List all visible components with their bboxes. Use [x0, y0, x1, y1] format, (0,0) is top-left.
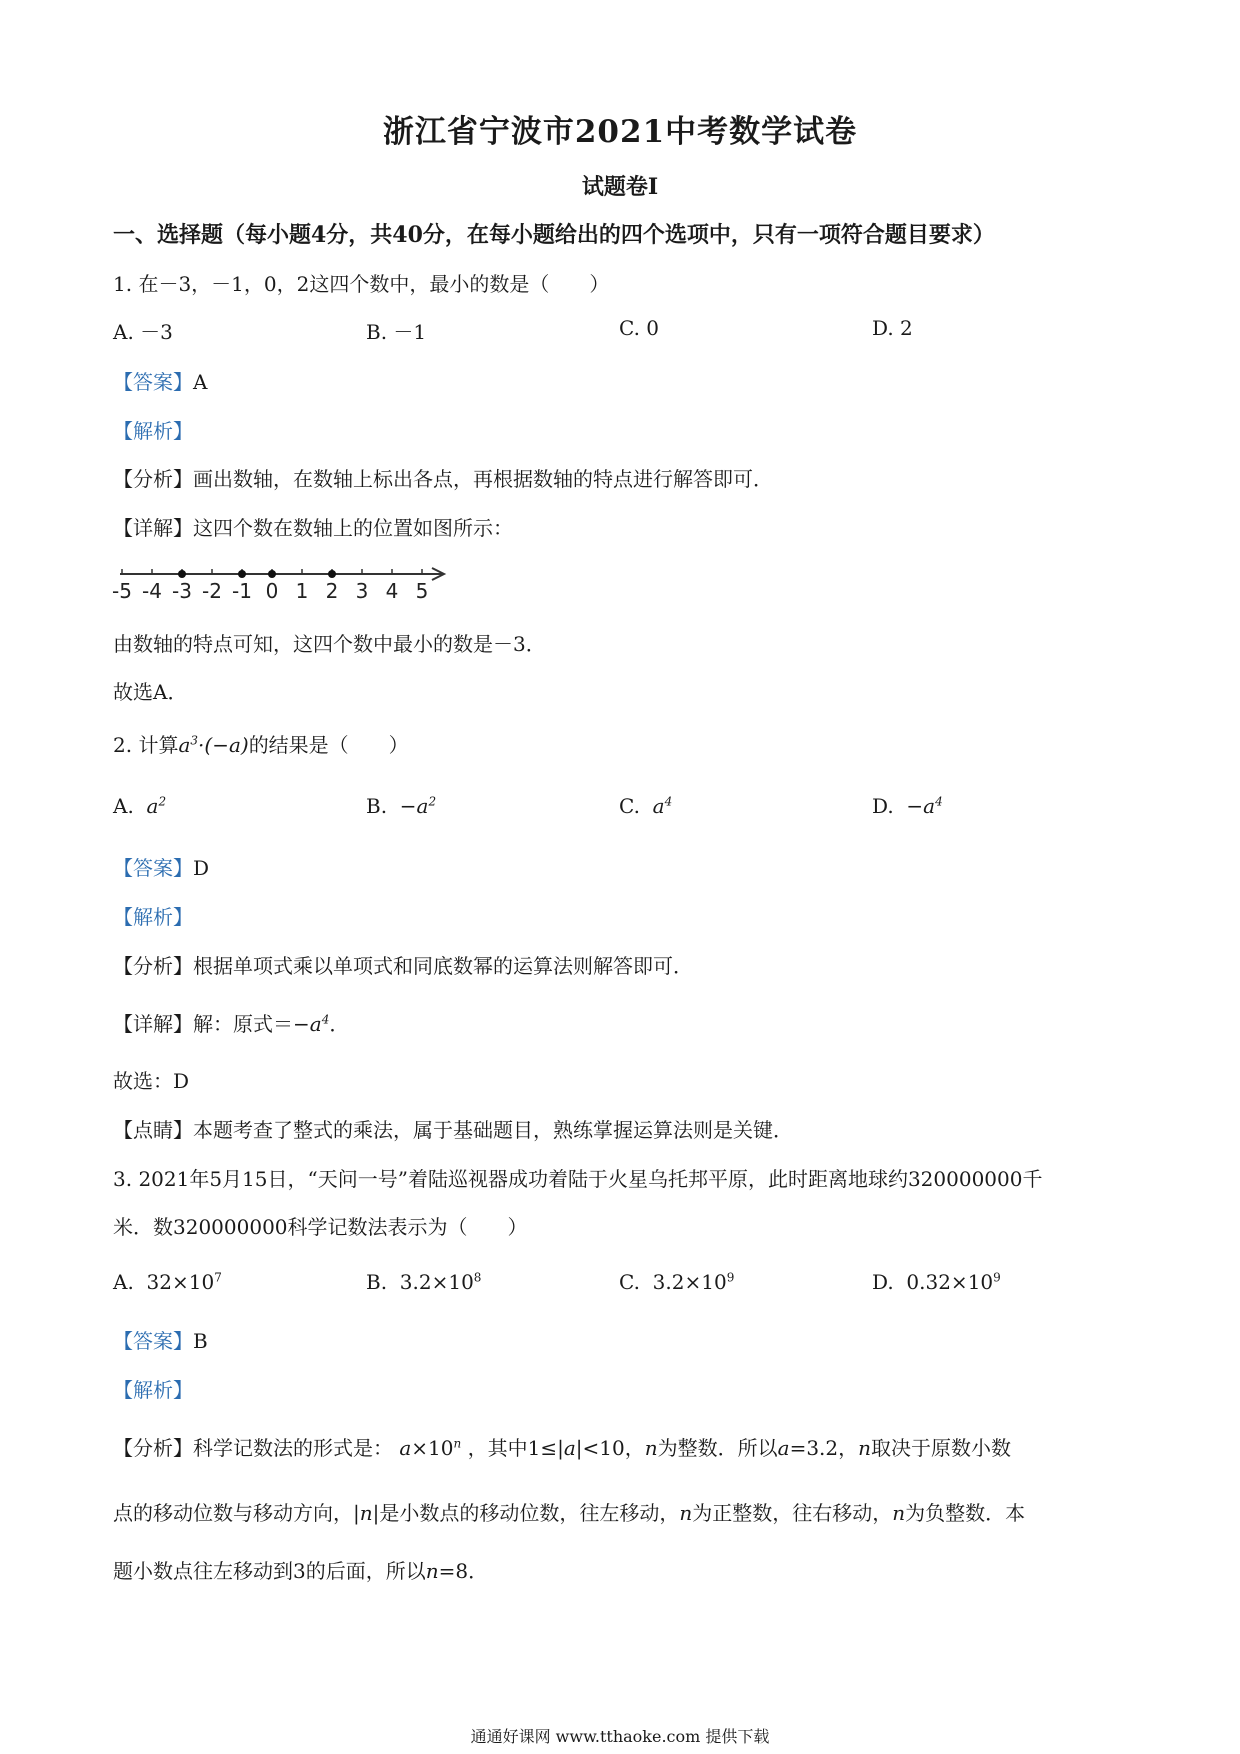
number-line-label: -3	[172, 579, 192, 603]
page-footer: 通通好课网 www.tthaoke.com 提供下载	[470, 1727, 770, 1746]
number-line-label: -1	[232, 579, 252, 603]
number-line-point	[328, 570, 336, 578]
number-line-point	[238, 570, 246, 578]
q1-conclusion: 由数轴的特点可知，这四个数中最小的数是－3．	[113, 632, 546, 656]
q3-option-d: D. $0.32\times 10^9$	[872, 1270, 1001, 1294]
fenxi-tag: 【分析】	[113, 1436, 193, 1460]
page-title: 浙江省宁波市2021中考数学试卷	[382, 114, 858, 150]
fenxi-tag: 【分析】	[113, 954, 193, 978]
q1-option-d: D. 2	[872, 316, 913, 340]
q1-stem: 1. 在－3，－1，0，2这四个数中，最小的数是（ ）	[113, 272, 610, 296]
number-line-point	[268, 570, 276, 578]
q1-jiexi: 【解析】	[113, 419, 193, 443]
q2-expression: $a^3\cdot(-a)$	[178, 733, 249, 757]
number-line-label: 2	[325, 579, 339, 603]
q3-fenxi-line1: 【分析】科学记数法的形式是： $a\times 10^n$ ，其中1≤|a|<10，n为整数．所以a=3.2，n取决于原数小数	[113, 1436, 1012, 1460]
q3-option-a: A. $32\times 10^7$	[113, 1270, 222, 1294]
q2-option-d: D. $-a^4$	[872, 794, 943, 818]
section-heading: 一、选择题（每小题4分，共40分，在每小题给出的四个选项中，只有一项符合题目要求）	[113, 222, 995, 248]
number-line-label: -2	[202, 579, 222, 603]
q2-choose: 故选：D	[113, 1069, 190, 1093]
q1-option-c: C. 0	[619, 316, 660, 340]
q3-stem-line2: 米．数320000000科学记数法表示为（ ）	[113, 1215, 528, 1239]
q3-fenxi-line2: 点的移动位数与移动方向，|n|是小数点的移动位数，往左移动，n为正整数，往右移动，n为负整数．本	[113, 1501, 1026, 1525]
number-line-label: 3	[355, 579, 369, 603]
number-line-label: 1	[295, 579, 309, 603]
q3-jiexi: 【解析】	[113, 1378, 193, 1402]
number-line-figure	[110, 560, 460, 608]
q1-option-b: B. －1	[366, 320, 427, 344]
q2-xiangjie: 【详解】解：原式$=-a^4$．	[113, 1012, 350, 1036]
q2-jiexi: 【解析】	[113, 905, 193, 929]
q3-option-c: C. $3.2\times 10^9$	[619, 1270, 735, 1294]
q3-stem-line1: 3. 2021年5月15日，“天问一号”着陆巡视器成功着陆于火星乌托邦平原，此时距离地球约320000000千	[113, 1167, 1043, 1191]
q2-dianjing-text: 本题考查了整式的乘法，属于基础题目，熟练掌握运算法则是关键．	[193, 1118, 793, 1142]
q2-answer-value: D	[193, 856, 210, 880]
q2-option-a: A. $a^2$	[113, 794, 167, 818]
number-line-point	[178, 570, 186, 578]
q1-answer	[113, 366, 207, 395]
xiangjie-tag: 【详解】	[113, 1012, 193, 1036]
q2-stem-suffix: 的结果是（ ）	[248, 733, 409, 757]
answer-tag: 【答案】	[113, 370, 193, 394]
fenxi-tag: 【分析】	[113, 467, 193, 491]
q3-answer	[113, 1325, 208, 1354]
q3-answer-value: B	[193, 1329, 208, 1353]
number-line-label: 5	[415, 579, 429, 603]
q2-fenxi	[113, 950, 693, 979]
q2-option-c: C. $a^4$	[619, 794, 673, 818]
q2-option-b: B. $-a^2$	[366, 794, 437, 818]
q2-xiangjie-text: 解：原式＝	[193, 1012, 293, 1036]
q2-answer	[113, 852, 209, 881]
q1-fenxi	[113, 463, 773, 492]
q3-fenxi-line3: 题小数点往左移动到3的后面，所以n=8．	[113, 1559, 489, 1583]
q1-fenxi-text: 画出数轴，在数轴上标出各点，再根据数轴的特点进行解答即可．	[193, 467, 773, 491]
q2-fenxi-text: 根据单项式乘以单项式和同底数幂的运算法则解答即可．	[193, 954, 693, 978]
q2-dianjing	[113, 1114, 793, 1143]
page-subtitle: 试题卷Ⅰ	[581, 174, 659, 200]
number-line-label: 4	[385, 579, 399, 603]
q2-result: $-a^4$	[293, 1012, 330, 1036]
q2-stem	[113, 729, 409, 758]
q1-option-a: A. －3	[113, 320, 173, 344]
q1-xiangjie	[113, 512, 513, 541]
q1-answer-value: A	[193, 370, 208, 394]
answer-tag: 【答案】	[113, 856, 193, 880]
number-line-label: -5	[112, 579, 132, 603]
q3-option-b: B. $3.2\times 10^8$	[366, 1270, 482, 1294]
answer-tag: 【答案】	[113, 1329, 193, 1353]
dianjing-tag: 【点睛】	[113, 1118, 193, 1142]
q1-choose: 故选A．	[113, 680, 188, 704]
xiangjie-tag: 【详解】	[113, 516, 193, 540]
number-line-label: 0	[265, 579, 279, 603]
number-line-label: -4	[142, 579, 162, 603]
q2-stem-prefix: 2. 计算	[113, 733, 179, 757]
q1-xiangjie-text: 这四个数在数轴上的位置如图所示：	[193, 516, 513, 540]
